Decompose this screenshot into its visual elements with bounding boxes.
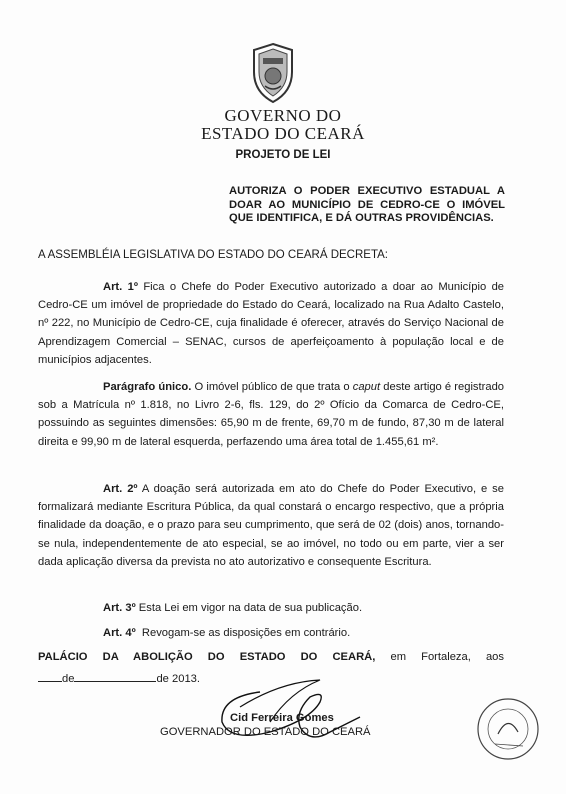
article-1-label: Art. 1º (103, 281, 138, 293)
project-title: PROJETO DE LEI (235, 149, 331, 161)
paragraph-caput: caput (352, 381, 381, 393)
header-estado: ESTADO DO CEARÁ (201, 124, 365, 143)
city-text: em Fortaleza, aos (390, 651, 504, 663)
month-blank (74, 681, 156, 682)
date-de-2: de 2013. (156, 673, 201, 685)
signatory-title: GOVERNADOR DO ESTADO DO CEARÁ (160, 726, 371, 738)
article-1 (38, 278, 504, 369)
article-2-text: A doação será autorizada em ato do Chefe do Poder Executivo, e se formalizará mediante Escritura Pública, da qual constará o encargo respectivo, que a própria finalidade da doação, e o prazo para seu cumprimento, que será de 02 (dois) anos, tornando-se nula, independentemente de ato especial, se ao imóvel, no todo ou em parte, vier a ser dada aplicação diversa da prevista no ato autorizativo e consequente Escritura. (38, 483, 504, 568)
article-4 (38, 624, 504, 642)
palacio-text: PALÁCIO DA ABOLIÇÃO DO ESTADO DO CEARÁ, (38, 651, 376, 663)
date-line (38, 673, 200, 685)
article-4-text: Revogam-se as disposições em contrário. (141, 627, 351, 639)
paragraph-single (38, 378, 504, 451)
article-3 (38, 599, 504, 617)
article-1-text: Fica o Chefe do Poder Executivo autorizado a doar ao Município de Cedro-CE um imóvel de propriedade do Estado do Ceará, localizado na Rua Adalto Castelo, nº 222, no Município de Cedro-CE, cuja finalidade é oferecer, através do Serviço Nacional de Aprendizagem Comercial – SENAC, cursos de aperfeiçoamento à população local e de municípios adjacentes. (38, 281, 505, 366)
header-governo: GOVERNO DO (224, 106, 342, 125)
official-stamp-icon (473, 694, 543, 764)
coat-of-arms-icon (248, 42, 298, 104)
paragraph-text-a: O imóvel público de que trata o (194, 381, 350, 393)
ementa: AUTORIZA O PODER EXECUTIVO ESTADUAL A DOAR AO MUNICÍPIO DE CEDRO-CE O IMÓVEL QUE IDENTIFICA, E DÁ OUTRAS PROVIDÊNCIAS. (229, 185, 505, 224)
date-de-1: de (62, 673, 75, 685)
signatory-name: Cid Ferreira Gomes (230, 712, 334, 724)
day-blank (38, 681, 62, 682)
article-2-label: Art. 2º (103, 483, 138, 495)
handwritten-signature-icon (200, 662, 380, 752)
article-2 (38, 480, 504, 571)
decreta-line: A ASSEMBLÉIA LEGISLATIVA DO ESTADO DO CEARÁ DECRETA: (38, 249, 389, 261)
paragraph-label: Parágrafo único. (103, 381, 192, 393)
article-4-label: Art. 4º (103, 627, 136, 639)
article-3-label: Art. 3º (103, 602, 136, 614)
paragraph-text-b: deste artigo é registrado sob a Matrícula nº 1.818, no Livro 2-6, fls. 129, do 2º Ofício da Comarca de Cedro-CE, possuindo as seguintes dimensões: 65,90 m de frente, 69,70 m de fundo, 87,30 m de lateral direita e 99,90 m de lateral esquerda, perfazendo uma área total de 1.455,61 m². (38, 381, 505, 448)
article-3-text: Esta Lei em vigor na data de sua publicação. (138, 602, 363, 614)
